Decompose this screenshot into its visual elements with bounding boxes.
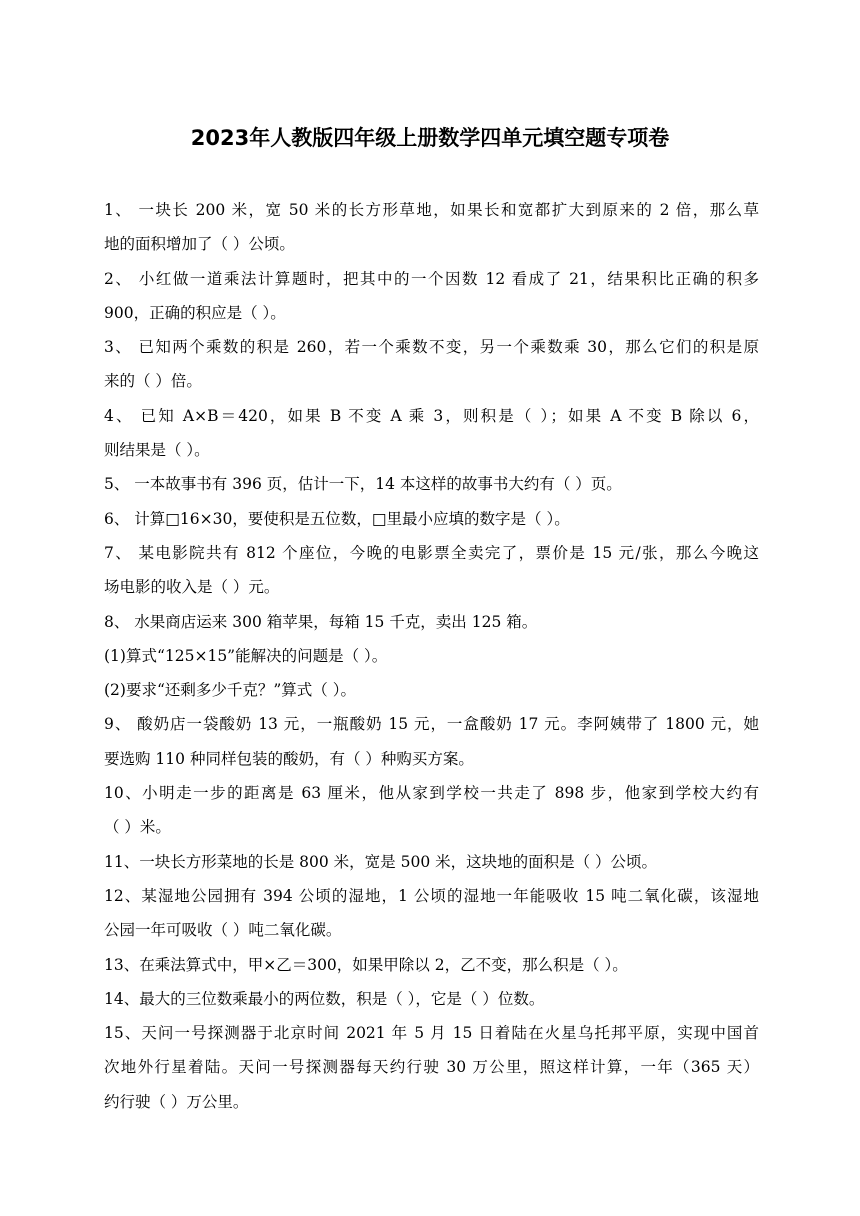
question-4-line-1: 4、 已知 A×B＝420，如果 B 不变 A 乘 3，则积是（ ）；如果 A 不变 B 除以 6， xyxy=(104,406,759,425)
question-3-line-1: 3、 已知两个乘数的积是 260，若一个乘数不变，另一个乘数乘 30，那么它们的积是原 xyxy=(104,338,759,357)
question-9-line-1: 9、 酸奶店一袋酸奶 13 元，一瓶酸奶 15 元，一盒酸奶 17 元。李阿姨带了 1800 元，她 xyxy=(104,715,759,734)
question-8-part-1: (1)算式“125×15”能解决的问题是（ ）。 xyxy=(104,646,388,665)
question-7-line-1: 7、 某电影院共有 812 个座位，今晚的电影票全卖完了，票价是 15 元/张，那么今晚这 xyxy=(104,543,759,562)
question-6: 6、 计算□16×30，要使积是五位数，□里最小应填的数字是（ ）。 xyxy=(104,509,570,528)
question-2-line-2: 900，正确的积应是（ ）。 xyxy=(104,303,286,322)
question-1-line-1: 1、 一块长 200 米，宽 50 米的长方形草地，如果长和宽都扩大到原来的 2 倍，那么草 xyxy=(104,201,759,219)
question-5: 5、 一本故事书有 396 页，估计一下，14 本这样的故事书大约有（ ）页。 xyxy=(104,475,622,494)
question-8-part-2: (2)要求“还剩多少千克？”算式（ ）。 xyxy=(104,681,356,700)
question-8: 8、 水果商店运来 300 箱苹果，每箱 15 千克，卖出 125 箱。 xyxy=(104,612,538,631)
question-2-line-1: 2、 小红做一道乘法计算题时，把其中的一个因数 12 看成了 21，结果积比正确的积多 xyxy=(104,269,759,288)
question-list xyxy=(104,193,759,1119)
page-title: 2023年人教版四年级上册数学四单元填空题专项卷 xyxy=(190,126,670,150)
question-12-line-2: 公园一年可吸收（ ）吨二氧化碳。 xyxy=(104,921,342,940)
question-7-line-2: 场电影的收入是（ ）元。 xyxy=(104,578,280,597)
question-14: 14、最大的三位数乘最小的两位数，积是（ ），它是（ ）位数。 xyxy=(104,989,545,1008)
question-1-line-2: 地的面积增加了（ ）公顷。 xyxy=(104,235,295,254)
question-15-line-3: 约行驶（ ）万公里。 xyxy=(104,1092,249,1111)
question-10-line-1: 10、小明走一步的距离是 63 厘米，他从家到学校一共走了 898 步，他家到学校大约有 xyxy=(104,784,759,803)
question-12-line-1: 12、某湿地公园拥有 394 公顷的湿地，1 公顷的湿地一年能吸收 15 吨二氧化碳，该湿地 xyxy=(104,886,759,905)
question-13: 13、在乘法算式中，甲×乙＝300，如果甲除以 2，乙不变，那么积是（ ）。 xyxy=(104,955,628,974)
question-11: 11、一块长方形菜地的长是 800 米，宽是 500 米，这块地的面积是（ ）公顷。 xyxy=(104,852,658,871)
question-15-line-1: 15、天问一号探测器于北京时间 2021 年 5 月 15 日着陆在火星乌托邦平原，实现中国首 xyxy=(104,1024,759,1043)
question-4-line-2: 则结果是（ ）。 xyxy=(104,441,210,460)
question-9-line-2: 要选购 110 种同样包装的酸奶，有（ ）种购买方案。 xyxy=(104,749,474,768)
question-10-line-2: （ ）米。 xyxy=(104,818,171,837)
question-3-line-2: 来的（ ）倍。 xyxy=(104,372,202,391)
question-15-line-2: 次地外行星着陆。天问一号探测器每天约行驶 30 万公里，照这样计算，一年（365 天） xyxy=(104,1058,759,1077)
